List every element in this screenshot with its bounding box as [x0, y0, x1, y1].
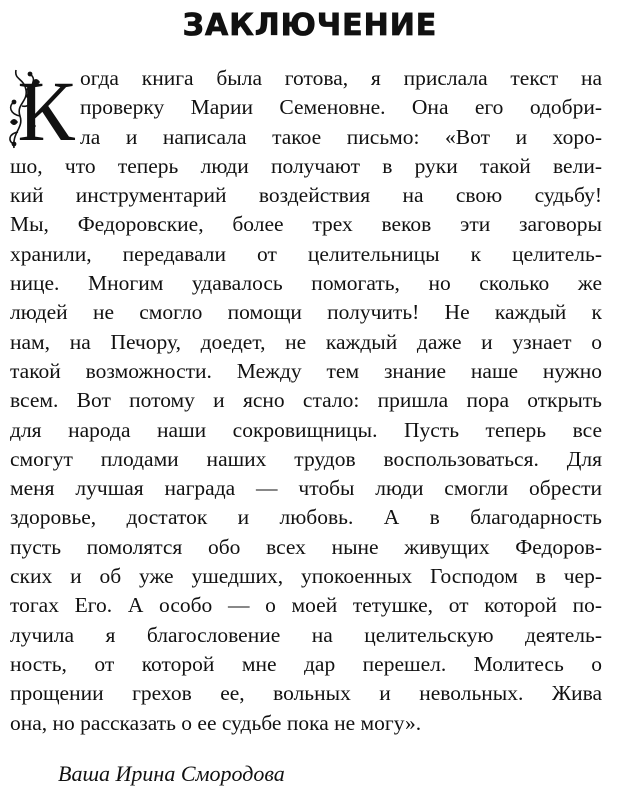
text-line: хранили, передавали от целительницы к целитель- [10, 241, 602, 266]
main-text [10, 64, 602, 738]
drop-cap-letter: К [17, 63, 75, 152]
text-line: здоровье, достаток и любовь. А в благодарность [10, 505, 602, 530]
text-line: она, но рассказать о ее судьбе пока не могу». [10, 710, 422, 735]
text-line: ла и написала такое письмо: «Вот и хоро- [80, 124, 602, 149]
text-line: смогут плодами наших трудов воспользоваться. Для [10, 446, 602, 471]
text-line: такой возможности. Между тем знание наше нужно [10, 358, 602, 383]
text-line: нам, на Печору, доедет, не каждый даже и узнает о [10, 329, 602, 354]
text-line: огда книга была готова, я прислала текст на [80, 66, 602, 90]
text-line: кий инструментарий воздействия на свою судьбу! [10, 183, 602, 208]
text-line: Мы, Федоровские, более трех веков эти заговоры [10, 212, 602, 237]
text-line: меня лучшая награда — чтобы люди смогли обрести [10, 476, 602, 501]
text-line: пусть помолятся обо всех ныне живущих Федоров- [10, 534, 602, 559]
text-line: для народа наши сокровищницы. Пусть теперь все [10, 417, 602, 442]
text-line: лучила я благословение на целительскую деятель- [10, 622, 602, 647]
text-line: тогах Его. А особо — о моей тетушке, от которой по- [10, 593, 602, 618]
text-line: людей не смогло помощи получить! Не каждый к [10, 300, 602, 325]
chapter-title: ЗАКЛЮЧЕНИЕ [182, 8, 438, 43]
text-line: шо, что теперь люди получают в руки такой вели- [10, 153, 602, 178]
text-line: ность, от которой мне дар перешел. Молитесь о [10, 651, 602, 676]
text-line: проверку Марии Семеновне. Она его одобри- [80, 95, 602, 120]
text-line: всем. Вот потому и ясно стало: пришла пора открыть [10, 388, 602, 413]
signature: Ваша Ирина Смородова [58, 761, 285, 786]
text-line: ских и об уже ушедших, упокоенных Господом в чер- [10, 564, 602, 589]
text-line: прощении грехов ее, вольных и невольных. Жива [10, 681, 602, 706]
text-line: нице. Многим удавалось помогать, но сколько же [10, 271, 602, 296]
